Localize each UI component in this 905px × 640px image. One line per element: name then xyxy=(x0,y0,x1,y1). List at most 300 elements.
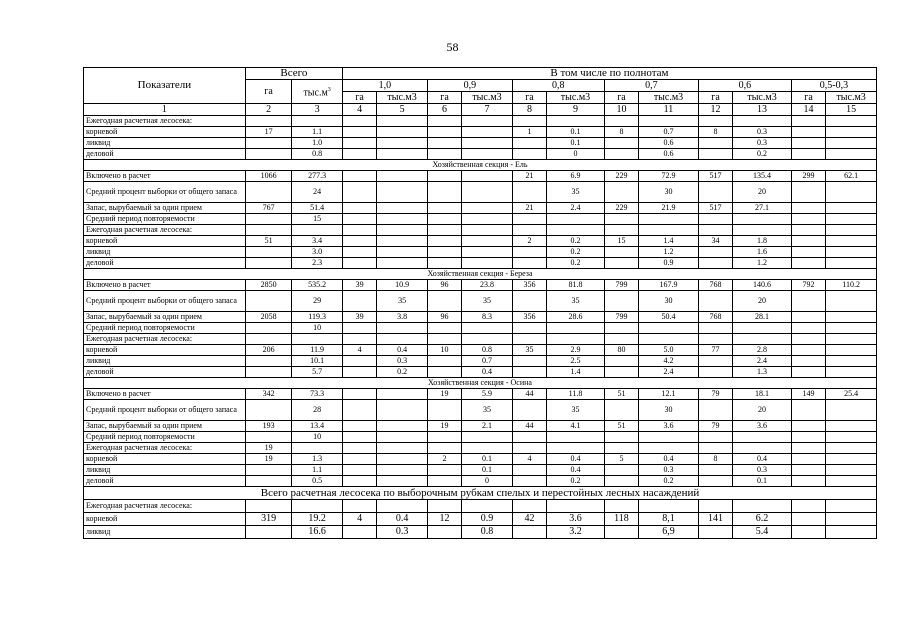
table-cell xyxy=(377,203,428,214)
table-cell: 0.2 xyxy=(547,247,605,258)
table-cell: 1.8 xyxy=(733,236,792,247)
table-cell: 5.9 xyxy=(462,389,513,400)
table-cell: 0 xyxy=(547,149,605,160)
table-cell: 8 xyxy=(698,127,732,138)
table-cell xyxy=(427,236,461,247)
table-cell: 119.3 xyxy=(292,312,343,323)
table-row xyxy=(84,291,877,312)
table-cell: 167.9 xyxy=(639,280,699,291)
table-row xyxy=(84,247,877,258)
unit-m3: тыс.м3 xyxy=(547,92,605,104)
table-cell xyxy=(342,236,376,247)
table-cell xyxy=(826,345,877,356)
table-row xyxy=(84,500,877,513)
table-cell xyxy=(342,247,376,258)
table-cell: 0 xyxy=(462,476,513,487)
table-cell xyxy=(791,312,825,323)
table-cell xyxy=(427,356,461,367)
column-number: 11 xyxy=(639,104,699,116)
table-cell: 0.8 xyxy=(462,526,513,539)
row-label: корневой xyxy=(84,236,246,247)
table-cell xyxy=(547,323,605,334)
table-cell xyxy=(377,323,428,334)
table-cell: 2.4 xyxy=(639,367,699,378)
table-cell xyxy=(791,421,825,432)
table-header xyxy=(84,68,877,116)
table-cell xyxy=(791,500,825,513)
table-cell: 141 xyxy=(698,513,732,526)
table-cell xyxy=(791,149,825,160)
table-cell: 319 xyxy=(245,513,292,526)
table-cell: 799 xyxy=(604,280,638,291)
table-cell xyxy=(791,454,825,465)
table-cell: 0.8 xyxy=(292,149,343,160)
table-cell: 5 xyxy=(604,454,638,465)
table-cell: 77 xyxy=(698,345,732,356)
section-title: Хозяйственная секция - Осина xyxy=(84,378,877,389)
table-cell: 79 xyxy=(698,389,732,400)
table-cell: 3.8 xyxy=(377,312,428,323)
table-cell: 35 xyxy=(462,400,513,421)
table-cell: 342 xyxy=(245,389,292,400)
table-cell xyxy=(826,116,877,127)
table-cell xyxy=(342,356,376,367)
table-cell: 35 xyxy=(462,291,513,312)
unit-m3: тыс.м3 xyxy=(377,92,428,104)
section-title-row xyxy=(84,160,877,171)
table-row xyxy=(84,476,877,487)
table-cell xyxy=(512,526,546,539)
table-cell xyxy=(826,127,877,138)
table-cell: 10 xyxy=(427,345,461,356)
table-cell xyxy=(639,443,699,454)
table-cell xyxy=(377,236,428,247)
table-cell: 19 xyxy=(427,421,461,432)
table-cell: 4 xyxy=(342,513,376,526)
table-cell xyxy=(604,500,638,513)
table-cell: 8 xyxy=(698,454,732,465)
total-section xyxy=(84,487,877,500)
table-cell xyxy=(698,214,732,225)
table-cell: 20 xyxy=(733,400,792,421)
table-cell xyxy=(512,116,546,127)
table-cell xyxy=(733,225,792,236)
table-cell xyxy=(342,149,376,160)
table-cell: 118 xyxy=(604,513,638,526)
table-cell xyxy=(604,149,638,160)
table-cell xyxy=(791,291,825,312)
table-cell xyxy=(698,323,732,334)
row-label: корневой xyxy=(84,345,246,356)
table-cell xyxy=(377,421,428,432)
table-cell: 0.8 xyxy=(462,345,513,356)
table-cell xyxy=(512,214,546,225)
table-cell: 0.4 xyxy=(733,454,792,465)
table-cell xyxy=(342,225,376,236)
table-cell xyxy=(462,334,513,345)
header-density-5: 0,6 xyxy=(698,80,791,92)
table-cell: 80 xyxy=(604,345,638,356)
table-cell: 8,1 xyxy=(639,513,699,526)
table-cell: 23.8 xyxy=(462,280,513,291)
table-cell xyxy=(245,258,292,269)
table-cell: 35 xyxy=(547,291,605,312)
table-cell xyxy=(733,214,792,225)
unit-ha: га xyxy=(791,92,825,104)
table-cell xyxy=(377,454,428,465)
table-cell: 4.2 xyxy=(639,356,699,367)
row-label: ликвид xyxy=(84,465,246,476)
row-label: Ежегодная расчетная лесосека: xyxy=(84,500,246,513)
page-number: 58 xyxy=(446,40,459,54)
table-cell xyxy=(377,500,428,513)
table-cell: 3.0 xyxy=(292,247,343,258)
row-label: Средний процент выборки от общего запаса xyxy=(84,291,246,312)
table-cell xyxy=(512,367,546,378)
table-cell xyxy=(427,432,461,443)
table-cell: 50.4 xyxy=(639,312,699,323)
table-cell: 20 xyxy=(733,291,792,312)
table-row xyxy=(84,454,877,465)
table-cell xyxy=(462,247,513,258)
unit-ha: га xyxy=(427,92,461,104)
table-cell: 2.9 xyxy=(547,345,605,356)
table-cell: 96 xyxy=(427,280,461,291)
table-cell: 2.8 xyxy=(733,345,792,356)
table-cell: 799 xyxy=(604,312,638,323)
table-cell: 0.9 xyxy=(639,258,699,269)
table-cell: 0.3 xyxy=(639,465,699,476)
table-cell xyxy=(377,334,428,345)
table-cell: 3.6 xyxy=(547,513,605,526)
table-cell: 28 xyxy=(292,400,343,421)
table-body xyxy=(84,116,877,487)
table-cell: 1.0 xyxy=(292,138,343,149)
table-cell: 356 xyxy=(512,280,546,291)
table-cell xyxy=(512,334,546,345)
table-cell: 0.1 xyxy=(462,454,513,465)
table-cell xyxy=(245,225,292,236)
table-cell xyxy=(791,345,825,356)
row-label: деловой xyxy=(84,149,246,160)
table-row xyxy=(84,258,877,269)
table-cell: 2.4 xyxy=(733,356,792,367)
table-cell xyxy=(547,214,605,225)
table-cell xyxy=(342,421,376,432)
table-cell xyxy=(427,127,461,138)
table-cell: 17 xyxy=(245,127,292,138)
table-cell: 62.1 xyxy=(826,171,877,182)
unit-m3: тыс.м3 xyxy=(639,92,699,104)
table-cell: 0.2 xyxy=(547,258,605,269)
table-cell xyxy=(547,500,605,513)
table-cell xyxy=(791,400,825,421)
table-cell xyxy=(342,203,376,214)
table-cell: 28.1 xyxy=(733,312,792,323)
table-cell xyxy=(427,443,461,454)
table-cell xyxy=(826,476,877,487)
table-cell xyxy=(791,334,825,345)
table-cell: 768 xyxy=(698,312,732,323)
table-cell xyxy=(292,443,343,454)
table-cell: 2058 xyxy=(245,312,292,323)
table-cell: 1.4 xyxy=(639,236,699,247)
unit-ha: га xyxy=(342,92,376,104)
table-row xyxy=(84,116,877,127)
table-cell xyxy=(791,182,825,203)
table-cell: 767 xyxy=(245,203,292,214)
table-cell xyxy=(604,182,638,203)
table-cell xyxy=(604,247,638,258)
section-title: Хозяйственная секция - Ель xyxy=(84,160,877,171)
table-cell: 81.8 xyxy=(547,280,605,291)
column-number: 6 xyxy=(427,104,461,116)
row-label: Ежегодная расчетная лесосека: xyxy=(84,225,246,236)
table-cell xyxy=(462,203,513,214)
table-cell xyxy=(245,149,292,160)
row-label: Ежегодная расчетная лесосека: xyxy=(84,443,246,454)
table-row xyxy=(84,171,877,182)
table-cell xyxy=(826,182,877,203)
table-cell xyxy=(292,225,343,236)
table-cell xyxy=(427,203,461,214)
table-cell: 6.9 xyxy=(547,171,605,182)
table-cell xyxy=(462,323,513,334)
table-cell: 229 xyxy=(604,171,638,182)
table-cell: 18.1 xyxy=(733,389,792,400)
table-cell: 35 xyxy=(547,182,605,203)
table-cell: 0.4 xyxy=(377,345,428,356)
table-cell xyxy=(427,334,461,345)
table-cell xyxy=(639,323,699,334)
table-cell: 0.3 xyxy=(377,526,428,539)
section-title: Хозяйственная секция - Береза xyxy=(84,269,877,280)
table-cell xyxy=(512,247,546,258)
unit-m3: тыс.м3 xyxy=(462,92,513,104)
unit-ha: га xyxy=(698,92,732,104)
table-cell: 356 xyxy=(512,312,546,323)
table-row xyxy=(84,367,877,378)
table-cell: 51.4 xyxy=(292,203,343,214)
table-cell xyxy=(342,367,376,378)
table-cell xyxy=(604,465,638,476)
table-cell: 1.3 xyxy=(292,454,343,465)
table-cell xyxy=(292,334,343,345)
table-cell xyxy=(427,214,461,225)
table-cell xyxy=(791,443,825,454)
table-cell xyxy=(698,500,732,513)
table-cell: 0.2 xyxy=(639,476,699,487)
table-cell: 0.6 xyxy=(639,149,699,160)
row-label: Включено в расчет xyxy=(84,280,246,291)
table-cell: 42 xyxy=(512,513,546,526)
column-number: 1 xyxy=(84,104,246,116)
header-density-4: 0,7 xyxy=(604,80,698,92)
table-cell xyxy=(826,421,877,432)
table-cell xyxy=(733,500,792,513)
table-cell xyxy=(791,258,825,269)
table-cell: 73.3 xyxy=(292,389,343,400)
table-cell: 0.1 xyxy=(733,476,792,487)
table-cell xyxy=(791,116,825,127)
header-density-1: 1,0 xyxy=(342,80,427,92)
table-cell xyxy=(698,182,732,203)
table-cell xyxy=(698,443,732,454)
table-cell xyxy=(547,443,605,454)
table-cell: 110.2 xyxy=(826,280,877,291)
table-cell xyxy=(733,432,792,443)
table-cell xyxy=(639,500,699,513)
row-label: Запас, вырубаемый за один прием xyxy=(84,203,246,214)
table-cell: 35 xyxy=(547,400,605,421)
table-cell: 1.2 xyxy=(639,247,699,258)
table-cell xyxy=(377,171,428,182)
table-cell: 10.9 xyxy=(377,280,428,291)
table-cell xyxy=(427,171,461,182)
table-cell xyxy=(427,526,461,539)
row-label: Средний период повторяемости xyxy=(84,323,246,334)
table-cell xyxy=(245,465,292,476)
column-number: 3 xyxy=(292,104,343,116)
header-indicators: Показатели xyxy=(84,68,246,104)
table-cell xyxy=(826,432,877,443)
table-cell: 35 xyxy=(377,291,428,312)
table-row xyxy=(84,280,877,291)
table-cell xyxy=(604,214,638,225)
table-cell: 6,9 xyxy=(639,526,699,539)
table-cell: 5.7 xyxy=(292,367,343,378)
table-cell xyxy=(245,182,292,203)
table-cell xyxy=(342,500,376,513)
table-cell xyxy=(292,116,343,127)
table-row xyxy=(84,182,877,203)
table-cell: 11.9 xyxy=(292,345,343,356)
table-cell xyxy=(826,356,877,367)
table-cell: 10.1 xyxy=(292,356,343,367)
table-cell: 13.4 xyxy=(292,421,343,432)
table-cell: 0.4 xyxy=(639,454,699,465)
table-cell: 30 xyxy=(639,291,699,312)
table-cell xyxy=(826,291,877,312)
table-cell xyxy=(377,465,428,476)
table-cell: 24 xyxy=(292,182,343,203)
table-cell xyxy=(791,236,825,247)
table-cell: 0.1 xyxy=(547,127,605,138)
table-cell xyxy=(791,476,825,487)
table-cell: 39 xyxy=(342,312,376,323)
table-cell xyxy=(698,367,732,378)
table-cell xyxy=(342,389,376,400)
table-cell: 21 xyxy=(512,203,546,214)
table-cell xyxy=(547,334,605,345)
unit-ha: га xyxy=(604,92,638,104)
table-cell xyxy=(791,127,825,138)
table-cell: 10 xyxy=(292,323,343,334)
table-cell xyxy=(512,432,546,443)
table-cell: 12 xyxy=(427,513,461,526)
table-cell xyxy=(826,203,877,214)
table-cell: 1.2 xyxy=(733,258,792,269)
table-cell xyxy=(342,454,376,465)
table-cell: 2 xyxy=(512,236,546,247)
table-cell: 3.2 xyxy=(547,526,605,539)
table-cell: 28.6 xyxy=(547,312,605,323)
table-cell: 12.1 xyxy=(639,389,699,400)
table-cell xyxy=(342,323,376,334)
table-cell: 2.5 xyxy=(547,356,605,367)
table-cell xyxy=(245,247,292,258)
table-cell xyxy=(826,149,877,160)
table-cell xyxy=(377,214,428,225)
table-cell xyxy=(791,432,825,443)
table-cell xyxy=(698,526,732,539)
table-cell xyxy=(604,258,638,269)
table-cell: 3.6 xyxy=(639,421,699,432)
table-cell xyxy=(245,367,292,378)
table-cell xyxy=(791,323,825,334)
table-cell xyxy=(698,149,732,160)
table-row xyxy=(84,389,877,400)
table-cell xyxy=(791,247,825,258)
row-label: корневой xyxy=(84,454,246,465)
table-cell xyxy=(791,225,825,236)
table-cell: 96 xyxy=(427,312,461,323)
table-cell xyxy=(512,182,546,203)
column-number: 13 xyxy=(733,104,792,116)
table-cell xyxy=(547,116,605,127)
table-cell xyxy=(791,465,825,476)
table-cell xyxy=(245,214,292,225)
table-cell: 2.1 xyxy=(462,421,513,432)
table-cell: 20 xyxy=(733,182,792,203)
table-cell xyxy=(245,500,292,513)
table-cell: 0.7 xyxy=(639,127,699,138)
table-cell xyxy=(826,465,877,476)
table-cell xyxy=(639,432,699,443)
table-cell: 4.1 xyxy=(547,421,605,432)
table-cell xyxy=(826,138,877,149)
table-row xyxy=(84,513,877,526)
table-cell: 51 xyxy=(245,236,292,247)
table-cell: 10 xyxy=(292,432,343,443)
table-cell: 2.3 xyxy=(292,258,343,269)
table-cell xyxy=(377,149,428,160)
row-label: деловой xyxy=(84,258,246,269)
table-cell xyxy=(377,443,428,454)
table-cell: 277.3 xyxy=(292,171,343,182)
table-cell xyxy=(733,443,792,454)
table-cell xyxy=(427,138,461,149)
column-number: 7 xyxy=(462,104,513,116)
table-cell xyxy=(342,476,376,487)
table-cell: 0.2 xyxy=(547,236,605,247)
table-row xyxy=(84,356,877,367)
table-cell: 1066 xyxy=(245,171,292,182)
section-title-row xyxy=(84,378,877,389)
table-cell xyxy=(342,214,376,225)
table-cell xyxy=(342,400,376,421)
table-cell xyxy=(245,356,292,367)
header-total-m3: $тыс.м^3$ xyxy=(292,80,343,104)
table-cell xyxy=(698,291,732,312)
table-cell xyxy=(826,513,877,526)
table-cell xyxy=(547,225,605,236)
row-label: деловой xyxy=(84,476,246,487)
table-cell xyxy=(512,258,546,269)
table-cell: 0.6 xyxy=(639,138,699,149)
table-cell xyxy=(377,116,428,127)
table-cell xyxy=(377,389,428,400)
